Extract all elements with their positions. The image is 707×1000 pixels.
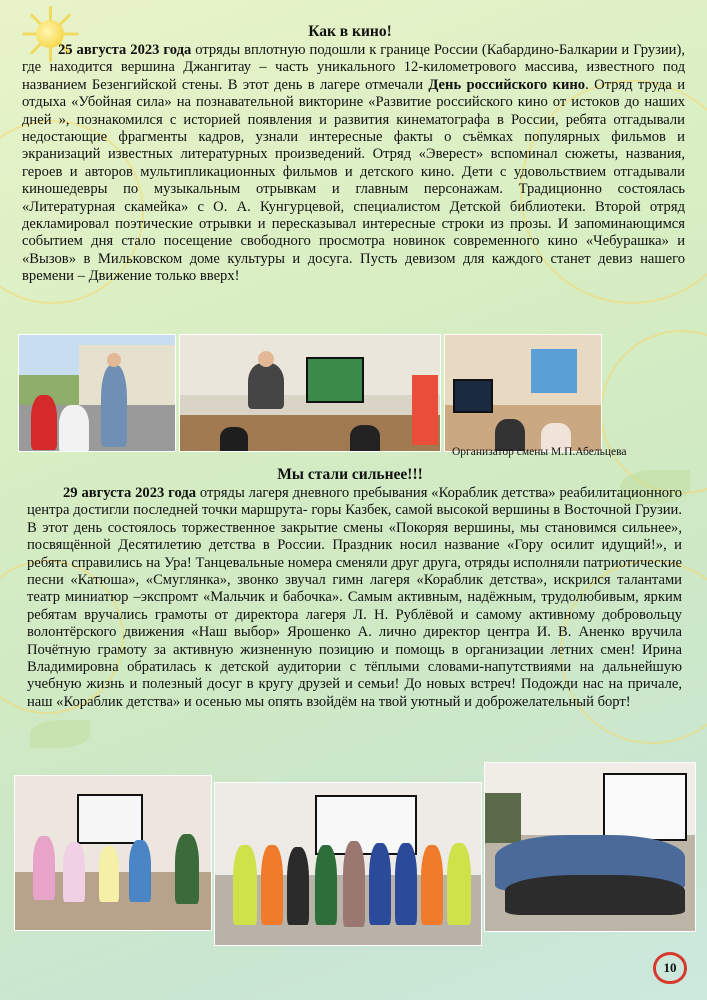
page-number (653, 952, 689, 986)
photo-group-picture (484, 762, 696, 932)
article2-text-body: отряды лагеря дневного пребывания «Кораблик детства» реабилитационного центра достигли последней точки маршрута- горы Казбек, самой высокой вершины в Восточной Грузии. В этот день состоялось торжественное закрытие смены «Покоряя вершины, мы становимся сильнее», посвящённой Десятилетию детства в России. Праздник носил название «Гору осилит идущий!», и ребята справились на Ура! Танцевальные номера сменяли друг друга, отряды исполняли патриотические песни «Катюша», «Смуглянка», звонко звучал гимн лагеря «Кораблик детства», искрился талантами театр миниатюр –экспромт «Мальчик и бабочка». Самым активным, надёжным, трудолюбивым, ярким ребятам вручались грамоты от директора лагеря Л. Н. Рублёвой и самому активному добровольцу волонтёрского движения «Наш выбор» Ярошенко А. лично директор центра И. В. Аненко вручила Почётную грамоту за активную жизненную позицию и помощь в организации летних смен! Ирина Владимировна обратилась к детской аудитории с тёплыми словами-напутствиями на дальнейшую учебную жизнь и полезный досуг в кругу друзей и семьи! До новых встреч! Подожди нас на причале, наш «Кораблик детства» и осенью мы опять взойдём на твой уютный и доброжелательный борт! (27, 485, 682, 710)
article2-text (27, 485, 682, 711)
article1-date: 25 августа 2023 года (58, 42, 192, 58)
photo-dance-performance (14, 775, 212, 931)
article2-date: 29 августа 2023 года (63, 485, 197, 501)
photo-award-ceremony (214, 782, 482, 946)
article1-highlight: День российского кино (428, 76, 586, 93)
article1-text-a: отряды вплотную подошли к границе России (Кабардино-Балкарии и Грузии), где находится вершина Джангитау – часть уникального 12-километрового массива, известного под названием Безенгийской стены. В этот день в лагере отмечали (22, 42, 686, 93)
photo-outdoor-quiz (18, 334, 176, 452)
article1-title: Как в кино! (308, 23, 392, 40)
photo-cinema-screening (444, 334, 602, 452)
photo-computer-room (179, 334, 441, 452)
article1-text (22, 42, 685, 286)
page-number-text: 10 (663, 960, 677, 975)
article2-title: Мы стали сильнее!!! (277, 466, 423, 483)
article1-caption: Организатор смены М.П.Абельцева (452, 446, 627, 458)
article1-text-b: . Отряд труда и отдыха «Убойная сила» на познавательной викторине «Развитие российского кино от истоков до наших дней », познакомился с историей появления и развития кинематографа в России, ребята отгадывали недостающие фрагменты кадров, узнали интересные факты о съёмках популярных фильмов и экранизаций известных литературных произведений. Отряд «Эверест» вспоминал сюжеты, названия, героев и авторов мультипликационных фильмов и детского кино. Дети с удовольствием отгадывали киношедевры по музыкальным отрывкам и главным персонажам. Традиционно состоялась «Литературная скамейка» с О. А. Кунгурцевой, специалистом Детской библиотеки. Второй отряд декламировал поэтические отрывки и пересказывал интересные строки из прозы. И запоминающимся событием дня стало посещение свободного просмотра новинок современного кино «Чебурашка» и «Вызов» в Мильковском доме культуры и досуга. Пусть девизом для каждого станет девиз нашего времени – Движение только вверх! (22, 76, 686, 285)
